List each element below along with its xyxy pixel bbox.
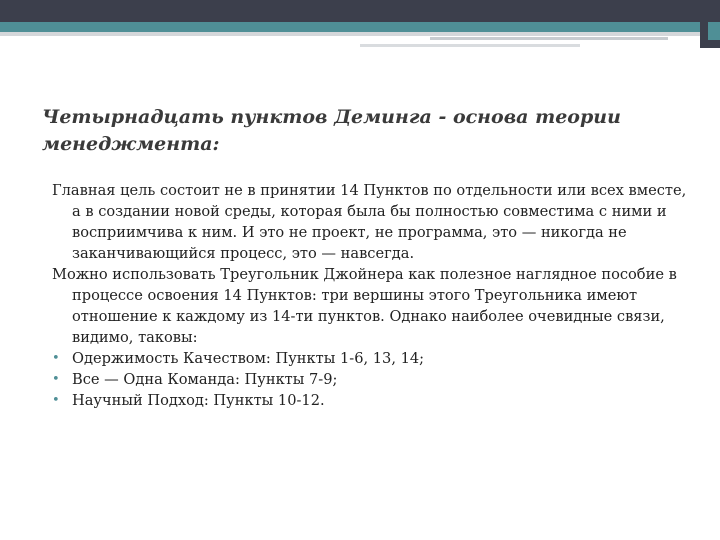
bullet-text: Все — Одна Команда: Пункты 7-9; <box>72 371 338 388</box>
bullet-list <box>52 348 692 411</box>
body-paragraph: Главная цель состоит не в принятии 14 Пунктов по отдельности или всех вместе, а в создании новой среды, которая была бы полностью совместима с ними и восприимчива к ним. И это не проект, не программа, это — никогда не заканчивающийся процесс, это — навсегда. <box>52 182 687 262</box>
slide-title: Четырнадцать пунктов Деминга - основа теории менеджмента: <box>42 106 621 155</box>
bullet-icon: • <box>52 372 60 387</box>
header-band-accent <box>0 22 720 32</box>
slide-body <box>52 180 692 411</box>
header-decor-line <box>430 37 668 40</box>
header-band-dark <box>0 0 720 22</box>
bullet-item <box>52 369 692 390</box>
header-band-light <box>0 32 720 36</box>
header-corner-panel <box>700 0 720 48</box>
body-paragraph: Можно использовать Треугольник Джойнера как полезное наглядное пособие в процессе освоения 14 Пунктов: три вершины этого Треугольника имеют отношение к каждому из 14-ти пунктов. Однако наиболее очевидные связи, видимо, таковы: <box>52 266 677 346</box>
bullet-text: Научный Подход: Пункты 10-12. <box>72 392 325 409</box>
bullet-text: Одержимость Качеством: Пункты 1-6, 13, 14; <box>72 350 425 367</box>
bullet-item <box>52 348 692 369</box>
bullet-icon: • <box>52 393 60 408</box>
header-decor-line <box>360 44 580 47</box>
bullet-icon: • <box>52 351 60 366</box>
bullet-item <box>52 390 692 411</box>
